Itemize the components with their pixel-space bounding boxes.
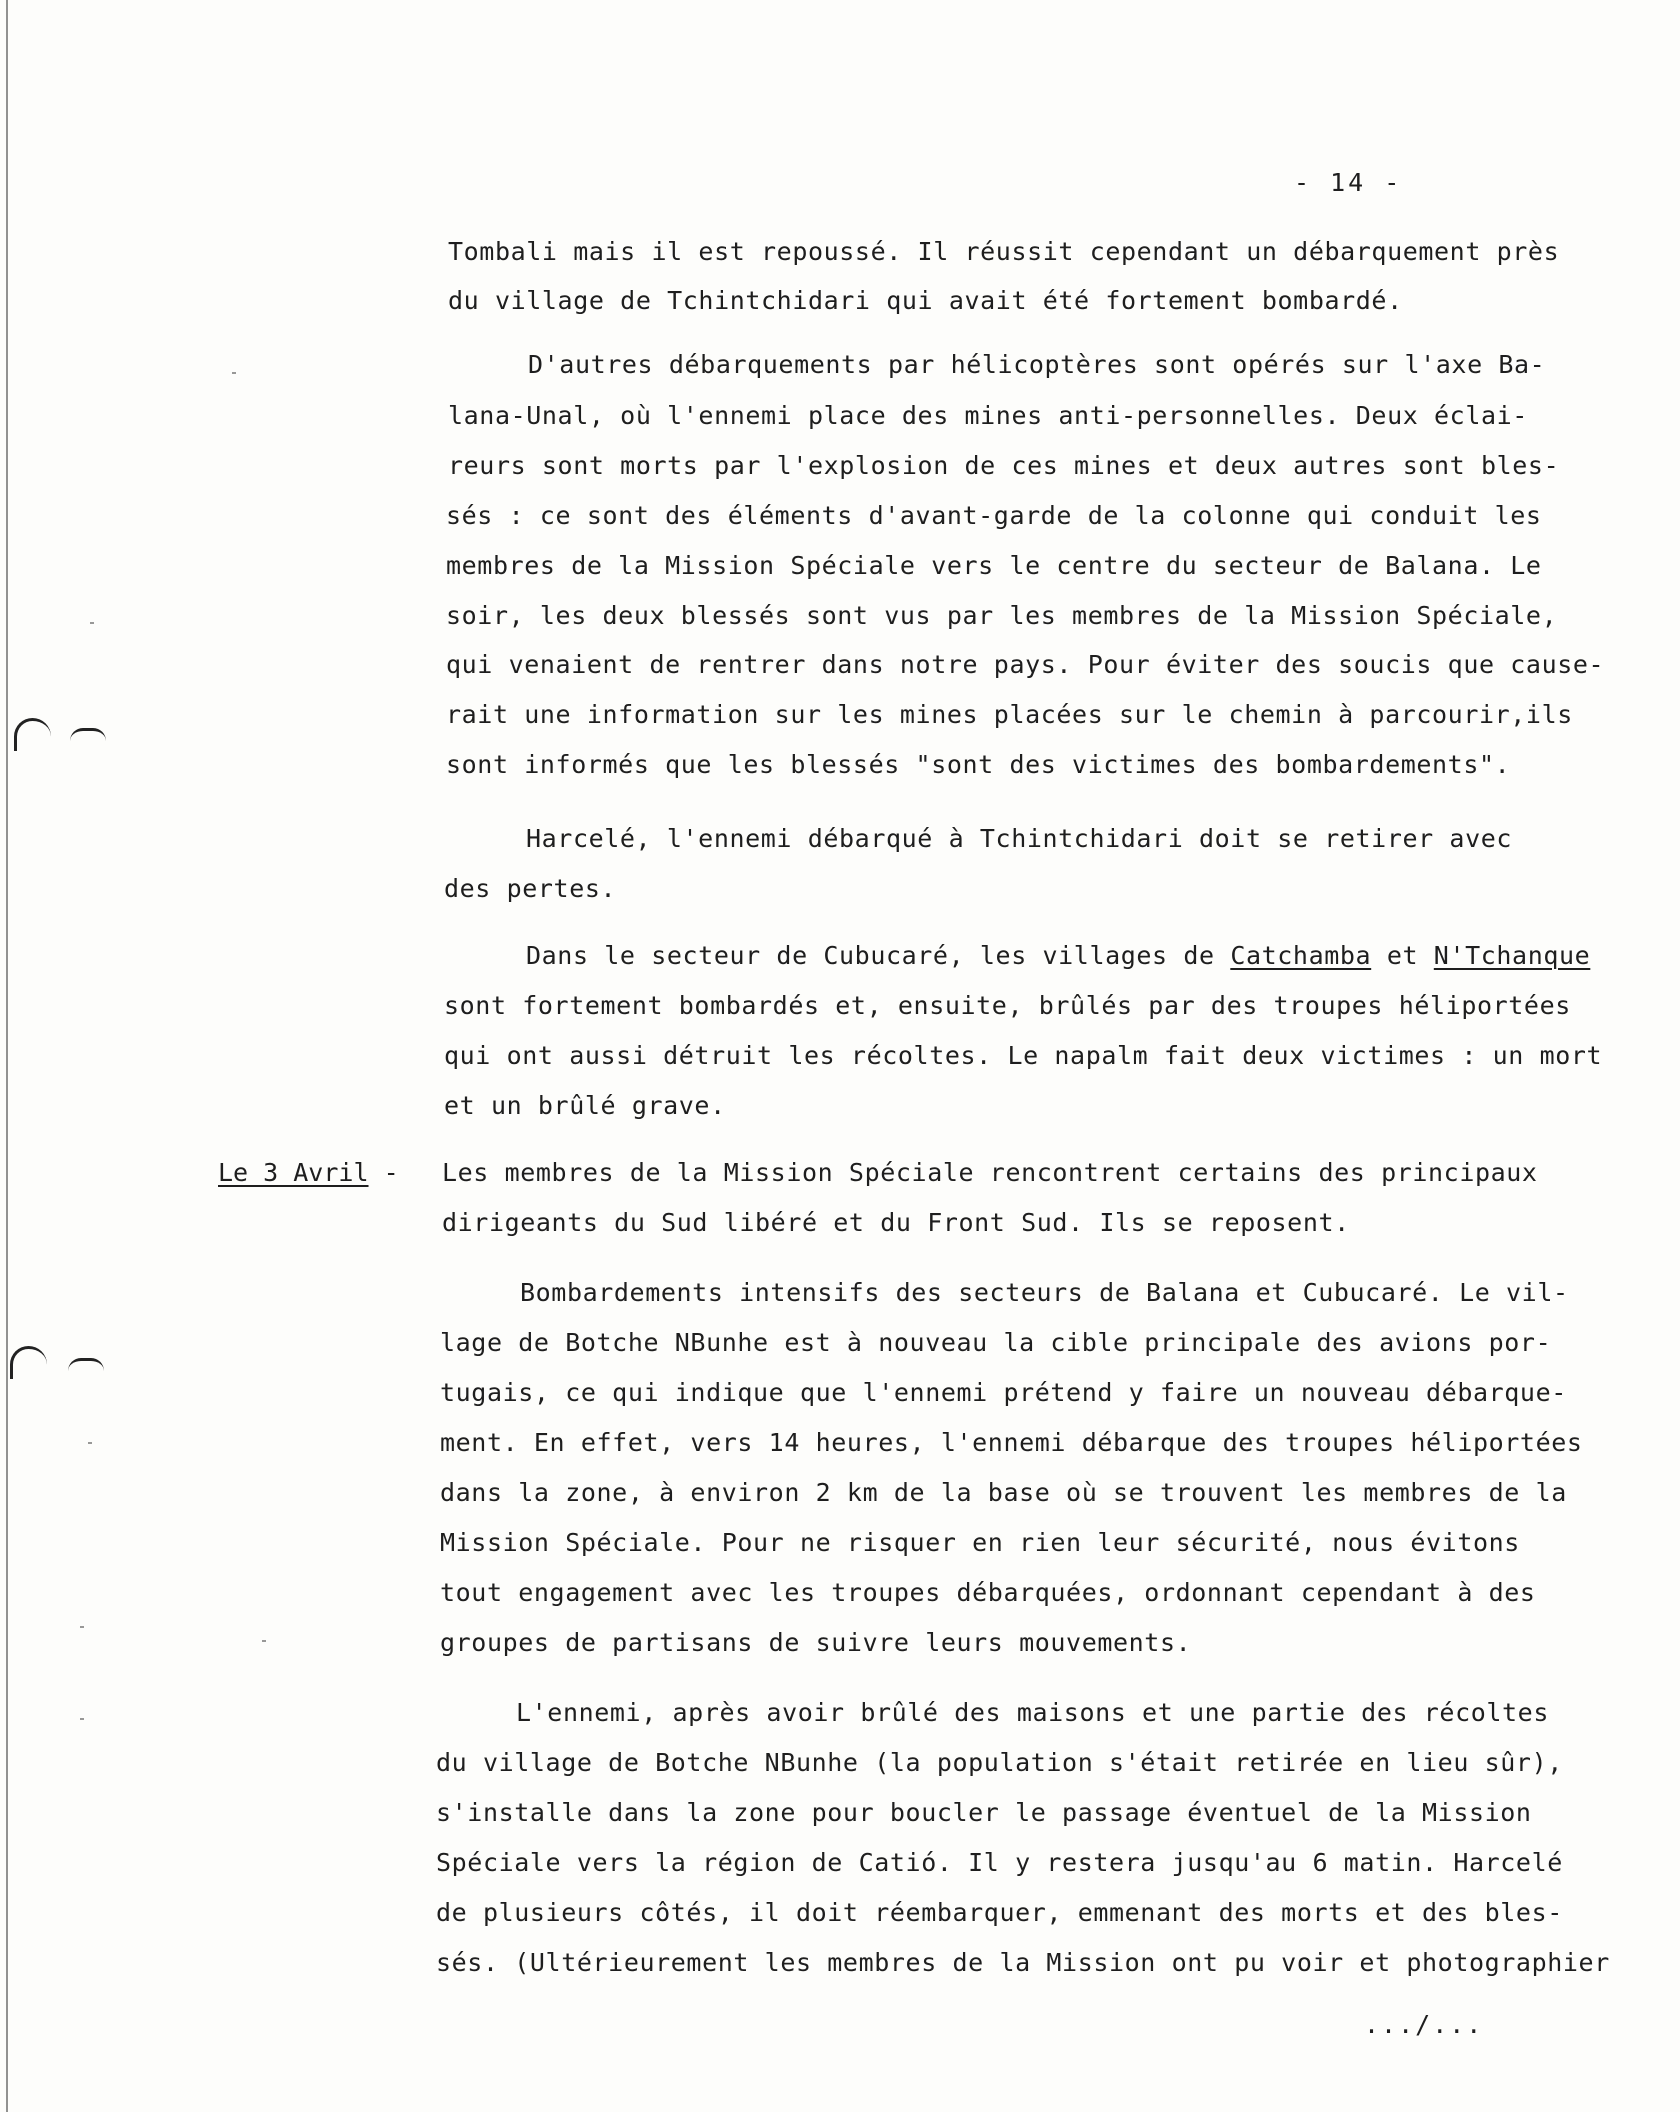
text-line: de plusieurs côtés, il doit réembarquer, emmenant des morts et des bles- xyxy=(436,1898,1563,1927)
text-line: sés. (Ultérieurement les membres de la Mission ont pu voir et photographier xyxy=(436,1948,1610,1977)
text-line: qui ont aussi détruit les récoltes. Le napalm fait deux victimes : un mort xyxy=(444,1041,1603,1070)
scan-speck xyxy=(90,622,94,624)
scan-speck xyxy=(80,1626,84,1628)
page-number: - 14 - xyxy=(1294,168,1403,197)
scan-speck xyxy=(262,1640,266,1642)
text-line: s'installe dans la zone pour boucler le passage éventuel de la Mission xyxy=(436,1798,1532,1827)
scan-speck xyxy=(88,1442,92,1444)
place-name-catchamba: Catchamba xyxy=(1230,941,1372,970)
text-line: dirigeants du Sud libéré et du Front Sud. Ils se reposent. xyxy=(442,1208,1350,1237)
text-line: tugais, ce qui indique que l'ennemi prétend y faire un nouveau débarque- xyxy=(440,1378,1567,1407)
scan-speck xyxy=(80,1718,84,1720)
continuation-marker: .../... xyxy=(1364,2010,1484,2039)
text-line: Tombali mais il est repoussé. Il réussit cependant un débarquement près xyxy=(448,237,1560,266)
text-line: membres de la Mission Spéciale vers le centre du secteur de Balana. Le xyxy=(446,551,1542,580)
scan-mark-icon xyxy=(68,1358,104,1371)
text-line: ment. En effet, vers 14 heures, l'ennemi débarque des troupes héliportées xyxy=(440,1428,1583,1457)
text-line: tout engagement avec les troupes débarquées, ordonnant cependant à des xyxy=(440,1578,1536,1607)
text-line: Bombardements intensifs des secteurs de Balana et Cubucaré. Le vil- xyxy=(520,1278,1569,1307)
page-left-edge xyxy=(6,0,8,2112)
text-line: du village de Botche NBunhe (la population s'était retirée en lieu sûr), xyxy=(436,1748,1563,1777)
text-line: reurs sont morts par l'explosion de ces mines et deux autres sont bles- xyxy=(448,451,1560,480)
text-line: du village de Tchintchidari qui avait été fortement bombardé. xyxy=(448,286,1403,315)
date-label xyxy=(218,1158,399,1187)
text-line: sés : ce sont des éléments d'avant-garde de la colonne qui conduit les xyxy=(446,501,1542,530)
scan-speck xyxy=(232,372,236,374)
place-name-ntchanque: N'Tchanque xyxy=(1433,941,1591,970)
scan-mark-icon xyxy=(14,718,51,751)
text-line: dans la zone, à environ 2 km de la base où se trouvent les membres de la xyxy=(440,1478,1567,1507)
text-line xyxy=(526,941,1590,971)
text-line: Harcelé, l'ennemi débarqué à Tchintchidari doit se retirer avec xyxy=(526,824,1513,853)
text-line: Les membres de la Mission Spéciale rencontrent certains des principaux xyxy=(442,1158,1538,1187)
text-line: sont fortement bombardés et, ensuite, brûlés par des troupes héliportées xyxy=(444,991,1571,1020)
text-line: Spéciale vers la région de Catió. Il y restera jusqu'au 6 matin. Harcelé xyxy=(436,1848,1563,1877)
text-line: lage de Botche NBunhe est à nouveau la cible principale des avions por- xyxy=(440,1328,1552,1357)
text-line: soir, les deux blessés sont vus par les membres de la Mission Spéciale, xyxy=(446,601,1558,630)
text-line: rait une information sur les mines placées sur le chemin à parcourir,ils xyxy=(446,700,1573,729)
scan-mark-icon xyxy=(10,1346,47,1379)
text-line: D'autres débarquements par hélicoptères sont opérés sur l'axe Ba- xyxy=(528,350,1546,379)
text-line: lana-Unal, où l'ennemi place des mines anti-personnelles. Deux éclai- xyxy=(448,401,1528,430)
text-line: des pertes. xyxy=(444,874,617,903)
scan-mark-icon xyxy=(70,728,106,741)
text-line: et un brûlé grave. xyxy=(444,1091,726,1120)
text-line: qui venaient de rentrer dans notre pays. Pour éviter des soucis que cause- xyxy=(446,650,1605,679)
text-span: et xyxy=(1371,941,1434,970)
text-line: sont informés que les blessés "sont des victimes des bombardements". xyxy=(446,750,1511,779)
text-line: groupes de partisans de suivre leurs mouvements. xyxy=(440,1628,1192,1657)
date-dash: - xyxy=(368,1158,399,1187)
text-line: L'ennemi, après avoir brûlé des maisons et une partie des récoltes xyxy=(516,1698,1549,1727)
text-span: Dans le secteur de Cubucaré, les villages de xyxy=(526,941,1231,970)
text-line: Mission Spéciale. Pour ne risquer en rien leur sécurité, nous évitons xyxy=(440,1528,1520,1557)
date-label-text: Le 3 Avril xyxy=(218,1158,369,1187)
